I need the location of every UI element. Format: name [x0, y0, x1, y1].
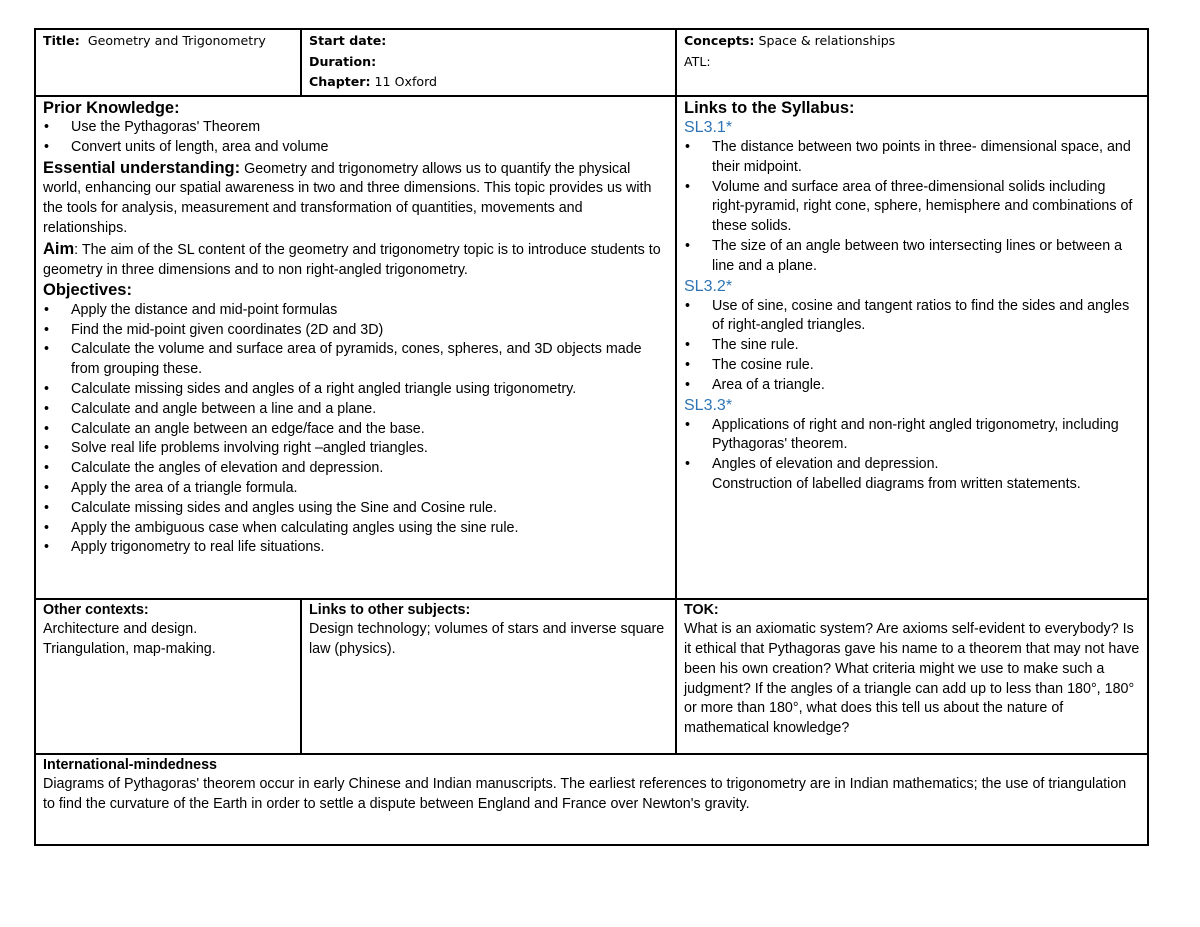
list-item: • Use the Pythagoras' Theorem — [71, 118, 669, 138]
other-contexts-line: Architecture and design. — [43, 621, 198, 638]
essential-heading: Essential understanding: — [43, 158, 241, 177]
concepts-value: Space & relationships — [758, 33, 896, 48]
international-text: Diagrams of Pythagoras' theorem occur in early Chinese and Indian manuscripts. The earliest references to trigonometry are in Indian mathematics; the use of triangulation to find the curvature of the Earth in order to settle a dispute between England and France over Newton's gravity. — [43, 776, 1127, 813]
list-item: • Volume and surface area of three-dimensional solids including right-pyramid, right cone, sphere, hemisphere and combinations of these solids. — [712, 178, 1141, 237]
objectives-heading: Objectives: — [43, 281, 132, 300]
links-other-text: Design technology; volumes of stars and inverse square law (physics). — [309, 621, 665, 658]
contexts-row — [35, 599, 1148, 754]
list-item: • Calculate and angle between a line and a plane. — [71, 400, 669, 420]
list-item: • Applications of right and non-right angled trigonometry, including Pythagoras' theorem. — [712, 416, 1141, 456]
other-contexts-heading: Other contexts: — [43, 601, 149, 618]
unit-plan-table — [34, 28, 1149, 846]
list-item: • Calculate missing sides and angles of a right angled triangle using trigonometry. — [71, 380, 669, 400]
syllabus-list-sl32 — [684, 297, 1141, 396]
tok-text: What is an axiomatic system? Are axioms self-evident to everybody? Is it ethical that Pythagoras gave his name to a theorem that may not have been his own creation? What criteria might we use to make such a judgment? If the angles of a triangle can add up to less than 180°, 180° or more than 180°, what does this tell us about the nature of mathematical knowledge? — [684, 621, 1140, 737]
start-date-label: Start date: — [309, 33, 387, 48]
aim-paragraph — [43, 239, 669, 281]
list-item: • Apply trigonometry to real life situations. — [71, 538, 669, 558]
list-item: • Calculate an angle between an edge/face and the base. — [71, 420, 669, 440]
prior-knowledge-heading: Prior Knowledge: — [43, 98, 180, 117]
aim-heading: Aim — [43, 239, 75, 258]
list-item: • The cosine rule. — [712, 356, 1141, 376]
main-row — [35, 96, 1148, 599]
list-item: • Calculate missing sides and angles using the Sine and Cosine rule. — [71, 499, 669, 519]
list-item: • Solve real life problems involving right –angled triangles. — [71, 439, 669, 459]
syllabus-trailing-text: Construction of labelled diagrams from written statements. — [712, 475, 1081, 492]
atl-label: ATL: — [684, 53, 711, 69]
list-item: • Apply the area of a triangle formula. — [71, 479, 669, 499]
knowledge-cell — [35, 96, 676, 599]
syllabus-cell — [676, 96, 1148, 599]
tok-heading: TOK: — [684, 601, 719, 618]
syllabus-code-sl31: SL3.1* — [684, 119, 733, 136]
list-item: • Apply the ambiguous case when calculating angles using the sine rule. — [71, 519, 669, 539]
duration-label: Duration: — [309, 53, 377, 69]
international-heading: International-mindedness — [43, 756, 217, 773]
list-item: • The sine rule. — [712, 336, 1141, 356]
syllabus-code-sl32: SL3.2* — [684, 277, 733, 295]
objectives-list — [43, 301, 669, 558]
concepts-label: Concepts: — [684, 33, 755, 48]
other-contexts-line: Triangulation, map-making. — [43, 641, 216, 658]
tok-cell — [676, 599, 1148, 754]
essential-understanding — [43, 158, 669, 239]
links-other-heading: Links to other subjects: — [309, 601, 471, 618]
international-cell — [35, 754, 1148, 845]
list-item: • Calculate the angles of elevation and depression. — [71, 459, 669, 479]
syllabus-code-sl33: SL3.3* — [684, 396, 733, 414]
other-contexts-cell — [35, 599, 301, 754]
list-item: • Use of sine, cosine and tangent ratios to find the sides and angles of right-angled triangles. — [712, 297, 1141, 337]
list-item: • Find the mid-point given coordinates (2D and 3D) — [71, 321, 669, 341]
list-item: • The size of an angle between two intersecting lines or between a line and a plane. — [712, 237, 1141, 277]
chapter-value: 11 Oxford — [374, 74, 438, 89]
list-item: • The distance between two points in three- dimensional space, and their midpoint. — [712, 138, 1141, 178]
header-row — [35, 29, 1148, 96]
syllabus-heading: Links to the Syllabus: — [684, 98, 855, 117]
list-item: • Convert units of length, area and volume — [71, 138, 669, 158]
syllabus-list-sl33 — [684, 416, 1141, 475]
list-item: • Area of a triangle. — [712, 376, 1141, 396]
essential-text: Geometry and trigonometry allows us to quantify the physical world, enhancing our spatial awareness in two and three dimensions. This topic provides us with the tools for analysis, measurement and transformation of quantities, movements and relationships. — [43, 160, 652, 236]
list-item: • Calculate the volume and surface area of pyramids, cones, spheres, and 3D objects made from grouping these. — [71, 340, 669, 380]
title-value: Geometry and Trigonometry — [87, 33, 266, 48]
aim-text: : The aim of the SL content of the geometry and trigonometry topic is to introduce students to geometry in three dimensions and to non right-angled trigonometry. — [43, 241, 661, 278]
syllabus-list-sl31 — [684, 138, 1141, 277]
concepts-cell — [676, 29, 1148, 96]
chapter-label: Chapter: — [309, 74, 371, 89]
international-row — [35, 754, 1148, 845]
links-other-cell — [301, 599, 676, 754]
title-cell — [35, 29, 301, 96]
title-label: Title: — [43, 33, 80, 48]
list-item: • Apply the distance and mid-point formulas — [71, 301, 669, 321]
list-item: • Angles of elevation and depression. — [712, 455, 1141, 475]
prior-knowledge-list — [43, 118, 669, 158]
dates-cell — [301, 29, 676, 96]
